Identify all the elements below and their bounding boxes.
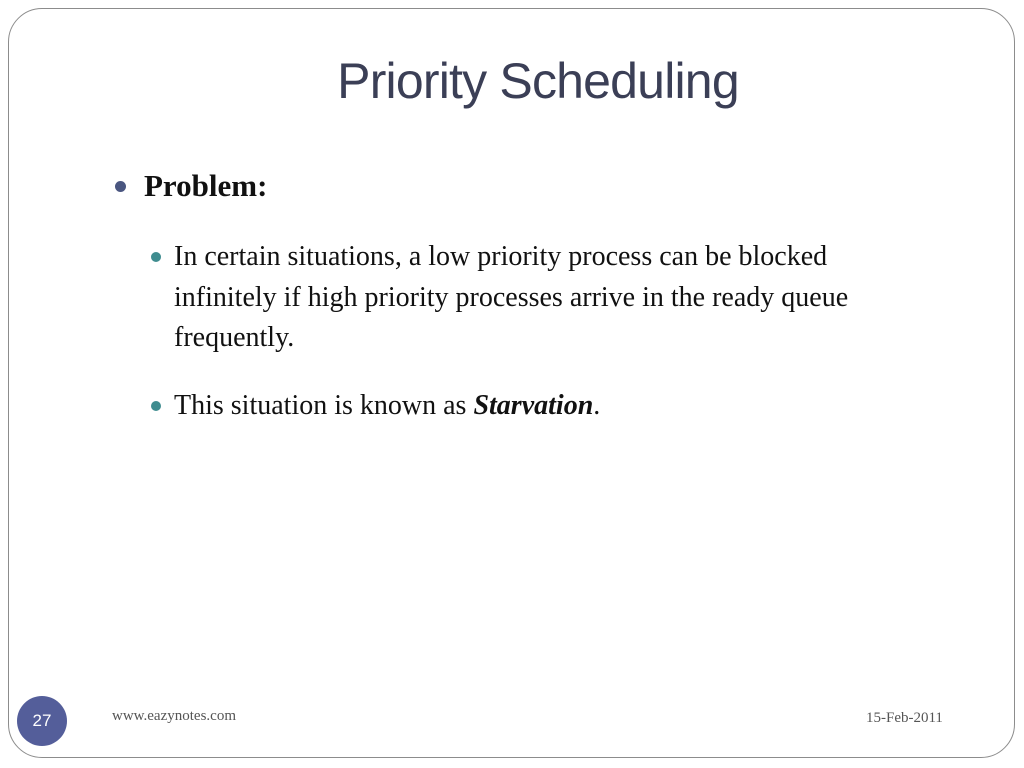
starvation-term: Starvation bbox=[473, 390, 594, 421]
slide-border bbox=[8, 8, 1015, 758]
bullet-starvation-prefix: This situation is known as bbox=[174, 390, 474, 421]
bullet-starvation-suffix: . bbox=[593, 390, 601, 421]
bullet-dot-icon bbox=[115, 181, 126, 192]
bullet-blocked-process: In certain situations, a low priority process can be blocked infinitely if high priority processes arrive in the ready queue frequently. bbox=[174, 241, 849, 353]
sub-bullet-dot-icon bbox=[151, 252, 161, 262]
sub-bullet-dot-icon bbox=[151, 401, 161, 411]
bullet-starvation bbox=[174, 386, 934, 427]
problem-heading: Problem: bbox=[144, 168, 268, 203]
footer-url: www.eazynotes.com bbox=[112, 708, 236, 724]
slide-title: Priority Scheduling bbox=[337, 53, 739, 109]
page-number-badge: 27 bbox=[17, 696, 67, 746]
footer-date: 15-Feb-2011 bbox=[866, 710, 943, 726]
